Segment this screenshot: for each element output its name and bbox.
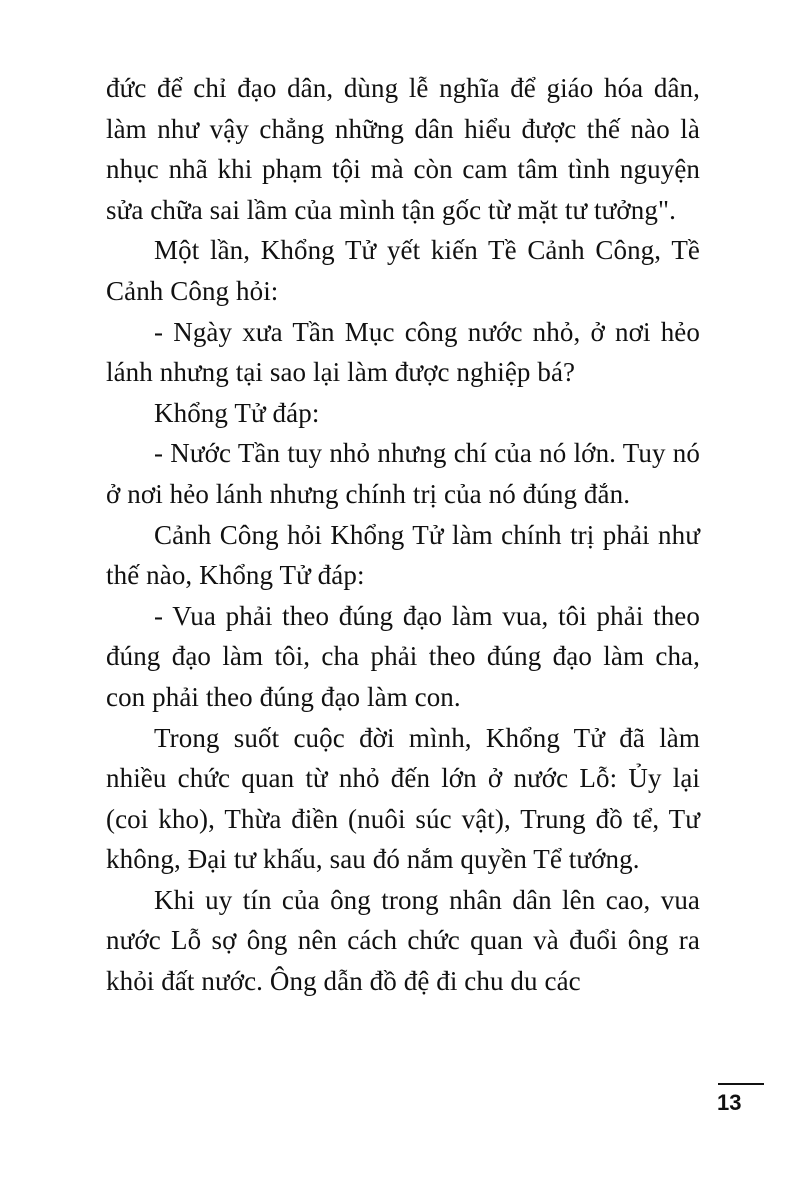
paragraph-4: Khổng Tử đáp: bbox=[154, 397, 320, 428]
paragraph-2: Một lần, Khổng Tử yết kiến Tề Cảnh Công, Tề Cảnh Công hỏi: bbox=[106, 235, 700, 306]
paragraph-6: Cảnh Công hỏi Khổng Tử làm chính trị phải như thế nào, Khổng Tử đáp: bbox=[106, 519, 700, 591]
paragraph-7: - Vua phải theo đúng đạo làm vua, tôi phải theo đúng đạo làm tôi, cha phải theo đúng đạo làm cha, con phải theo đúng đạo làm con. bbox=[106, 600, 700, 712]
paragraph-3: - Ngày xưa Tần Mục công nước nhỏ, ở nơi hẻo lánh nhưng tại sao lại làm được nghiệp bá? bbox=[106, 316, 700, 388]
paragraph-1: đức để chỉ đạo dân, dùng lễ nghĩa để giáo hóa dân, làm như vậy chẳng những dân hiểu được thế nào là nhục nhã khi phạm tội mà còn cam tâm tình nguyện sửa chữa sai lầm của mình tận gốc từ mặt tư tưởng". bbox=[106, 73, 700, 225]
page-number: 13 bbox=[717, 1090, 742, 1115]
paragraph-9: Khi uy tín của ông trong nhân dân lên cao, vua nước Lỗ sợ ông nên cách chức quan và đuổi ông ra khỏi đất nước. Ông dẫn đồ đệ đi chu du các bbox=[106, 884, 700, 997]
paragraph-8: Trong suốt cuộc đời mình, Khổng Tử đã làm nhiều chức quan từ nhỏ đến lớn ở nước Lỗ: Ủy lại (coi kho), Thừa điền (nuôi súc vật), Trung đồ tể, Tư không, Đại tư khấu, sau đó nắm quyền Tể tướng. bbox=[106, 722, 700, 875]
paragraph-5: - Nước Tần tuy nhỏ nhưng chí của nó lớn. Tuy nó ở nơi hẻo lánh nhưng chính trị của nó đúng đắn. bbox=[106, 438, 700, 509]
body-text bbox=[106, 68, 700, 1002]
page-number-rule bbox=[718, 1083, 764, 1085]
